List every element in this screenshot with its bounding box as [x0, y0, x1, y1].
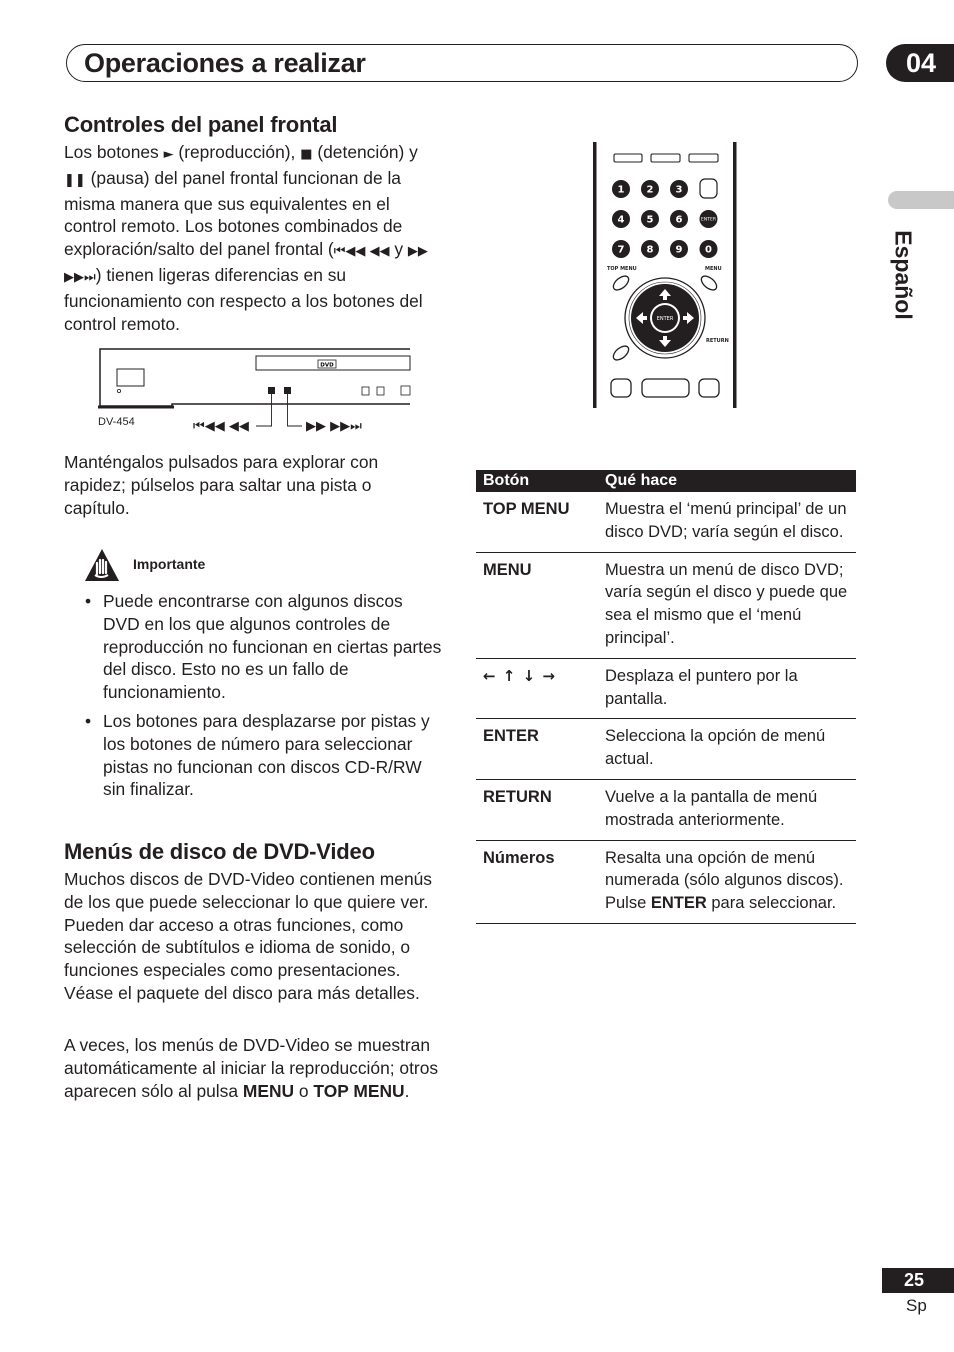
remote-digit-label: 4 [617, 214, 625, 226]
list-item: • Puede encontrarse con algunos discos DVD en los que algunos controles de reproducción no funcionan en ciertas partes del disco. Esto no es un fallo de funcionamiento. [82, 590, 444, 704]
svg-text:ENTER: ENTER [656, 316, 674, 322]
important-label: Importante [133, 556, 206, 572]
column-header-button: Botón [476, 470, 598, 492]
remote-digit-label: 7 [617, 244, 625, 256]
button-name: TOP MENU [476, 492, 598, 552]
language-code: Sp [906, 1296, 927, 1315]
reverse-skip-icon: ⏮◀◀ ◀◀ [333, 244, 390, 260]
pause-icon: ❚❚ [64, 172, 86, 188]
remote-digit-label: 9 [675, 244, 683, 256]
button-description: Selecciona la opción de menú actual. [598, 719, 856, 780]
button-name: MENU [476, 552, 598, 658]
button-name: Números [476, 840, 598, 923]
svg-text:ENTER: ENTER [701, 217, 716, 223]
forward-skip-icon: ▶▶ ▶▶⏭ [64, 244, 428, 285]
dvd-menus-paragraph-2: A veces, los menús de DVD-Video se muestran automáticamente al iniciar la reproducción; otros aparecen sólo al pulsa MENU o TOP MENU. [64, 1035, 439, 1101]
reverse-scan-icon: ⏮◀◀ ◀◀ [193, 419, 249, 434]
warning-hand-icon [84, 548, 120, 582]
remote-digit-label: 1 [617, 184, 625, 196]
button-name: RETURN [476, 779, 598, 840]
table-row [476, 840, 856, 923]
stop-icon: ■ [300, 147, 313, 162]
language-tab [878, 220, 928, 330]
language-tab-marker [888, 191, 954, 209]
button-name: ENTER [476, 719, 598, 780]
column-header-function: Qué hace [598, 470, 856, 492]
table-row [476, 552, 856, 658]
model-label: DV-454 [98, 416, 135, 428]
list-item: • Los botones para desplazarse por pistas y los botones de número para seleccionar pistas no funcionan con discos CD-R/RW sin finalizar. [82, 710, 444, 801]
remote-control-figure [590, 140, 740, 410]
table-header-row [476, 470, 856, 492]
play-icon: ► [163, 147, 174, 162]
page-title: Operaciones a realizar [84, 48, 366, 78]
remote-digit-label: 8 [646, 244, 654, 256]
remote-digit-label: 6 [675, 214, 683, 226]
remote-digit-label: 3 [675, 184, 683, 196]
table-row [476, 719, 856, 780]
button-function-table [476, 470, 856, 924]
arrow-keys-icon: ← ↑ ↓ → [476, 658, 598, 719]
svg-text:MENU: MENU [705, 266, 722, 272]
button-description: Muestra el ‘menú principal’ de un disco DVD; varía según el disco. [598, 492, 856, 552]
button-description: Vuelve a la pantalla de menú mostrada anteriormente. [598, 779, 856, 840]
button-description: Muestra un menú de disco DVD; varía según el disco y puede que sea el mismo que el ‘menú principal’. [598, 552, 856, 658]
important-notes-list [82, 590, 444, 807]
dvd-menus-paragraph: Muchos discos de DVD-Video contienen menús de los que puede seleccionar lo que quiere ver. Pueden dar acceso a otras funciones, como selección de subtítulos e idioma de sonido, o funciones especiales como presentaciones. Véase el paquete del disco para más detalles. [64, 869, 432, 1003]
table-row [476, 779, 856, 840]
table-row [476, 492, 856, 552]
forward-scan-icon: ▶▶ ▶▶⏭ [306, 419, 362, 434]
front-panel-description: Los botones ► (reproducción), ■ (detención) y ❚❚ (pausa) del panel frontal funcionan de la misma manera que sus equivalentes en el control remoto. Los botones combinados de exploración/salto del panel frontal (⏮◀◀ ◀◀ y ▶▶ ▶▶⏭) tienen ligeras diferencias en su funcionamiento con respecto a los botones del control remoto. [64, 142, 428, 334]
page-number: 25 [882, 1268, 954, 1293]
scan-skip-note: Manténgalos pulsados para explorar con rapidez; púlselos para saltar una pista o capítulo. [64, 452, 379, 518]
language-label: Español [890, 230, 917, 320]
svg-text:RETURN: RETURN [706, 338, 729, 344]
section-title-front-panel: Controles del panel frontal [64, 112, 338, 137]
button-description: Resalta una opción de menú numerada (sólo algunos discos). Pulse ENTER para seleccionar. [598, 840, 856, 923]
remote-digit-label: 5 [646, 214, 654, 226]
remote-digit-label: 2 [646, 184, 654, 196]
dvd-player-front-panel-figure [96, 343, 416, 435]
chapter-number-badge: 04 [886, 44, 954, 82]
table-row [476, 658, 856, 719]
button-description: Desplaza el puntero por la pantalla. [598, 658, 856, 719]
section-title-dvd-menus: Menús de disco de DVD-Video [64, 839, 375, 864]
svg-text:TOP MENU: TOP MENU [607, 266, 637, 272]
remote-digit-label: 0 [705, 244, 712, 256]
svg-text:DVD: DVD [320, 362, 334, 369]
